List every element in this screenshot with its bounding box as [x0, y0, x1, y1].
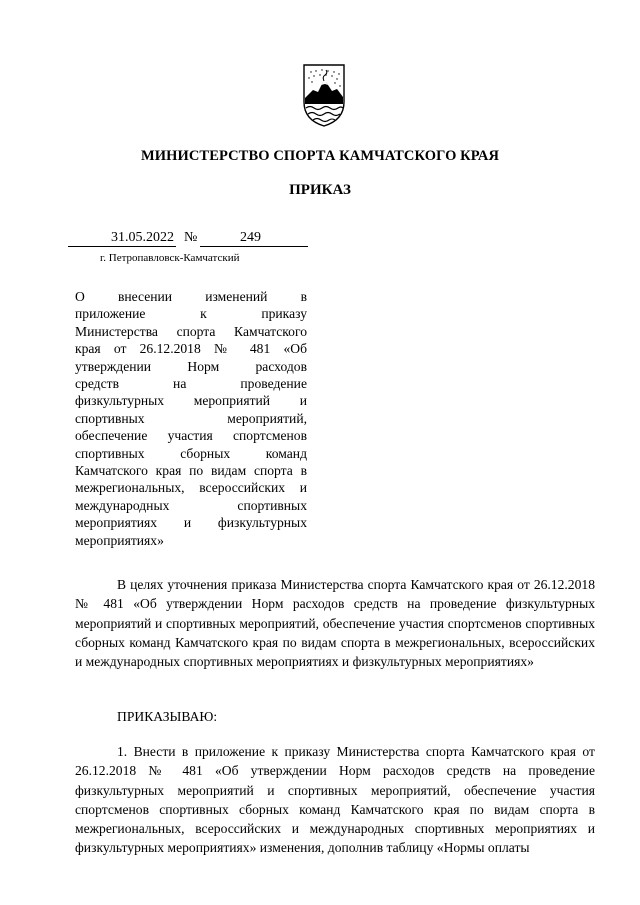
item-1-paragraph: 1. Внести в приложение к приказу Министерства спорта Камчатского края от 26.12.2018 № 481 «Об утверждении Норм расходов средств на проведение физкультурных мероприятий и спортивных мероприятий, обеспечение участия спортсменов спортивных сборных команд Камчатского края по видам спорта в межрегиональных, всероссийских и международных спортивных мероприятиях и физкультурных мероприятиях» изменения, дополнив таблицу «Нормы оплаты	[75, 744, 595, 856]
subject-line: средств на проведение	[75, 376, 307, 392]
subject-line: мероприятиях»	[75, 532, 164, 548]
ministry-name: МИНИСТЕРСТВО СПОРТА КАМЧАТСКОГО КРАЯ	[140, 148, 500, 164]
order-word: ПРИКАЗЫВАЮ:	[117, 709, 218, 724]
subject-line: мероприятиях и физкультурных	[75, 515, 307, 531]
place-of-issue: г. Петропавловск-Камчатский	[100, 252, 240, 264]
order-subject	[75, 288, 307, 549]
subject-line: Министерства спорта Камчатского	[75, 323, 307, 339]
number-sign: №	[184, 230, 198, 245]
subject-line: Камчатского края по видам спорта в	[75, 463, 307, 479]
kamchatka-emblem	[301, 62, 347, 128]
subject-line: О внесении изменений в	[75, 289, 307, 304]
order-date: 31.05.2022	[68, 229, 176, 247]
subject-line: физкультурных мероприятий и	[75, 393, 307, 409]
subject-line: международных спортивных	[75, 497, 307, 513]
subject-line: межрегиональных, всероссийских и	[75, 480, 307, 496]
subject-line: края от 26.12.2018 № 481 «Об	[75, 341, 307, 357]
subject-line: обеспечение участия спортсменов	[75, 428, 307, 444]
subject-line: утверждении Норм расходов	[75, 358, 307, 374]
order-number: 249	[200, 229, 308, 247]
subject-line: приложение к приказу	[75, 306, 307, 322]
document-type: ПРИКАЗ	[289, 182, 351, 198]
date-number-row	[68, 229, 308, 249]
subject-line: спортивных мероприятий,	[75, 410, 307, 426]
subject-line: спортивных сборных команд	[75, 445, 307, 461]
preamble-paragraph: В целях уточнения приказа Министерства спорта Камчатского края от 26.12.2018 № 481 «Об утверждении Норм расходов средств на проведение физкультурных мероприятий и спортивных мероприятий, обеспечение участия спортсменов спортивных сборных команд Камчатского края по видам спорта в межрегиональных, всероссийских и международных спортивных мероприятиях и физкультурных мероприятиях»	[75, 577, 595, 670]
